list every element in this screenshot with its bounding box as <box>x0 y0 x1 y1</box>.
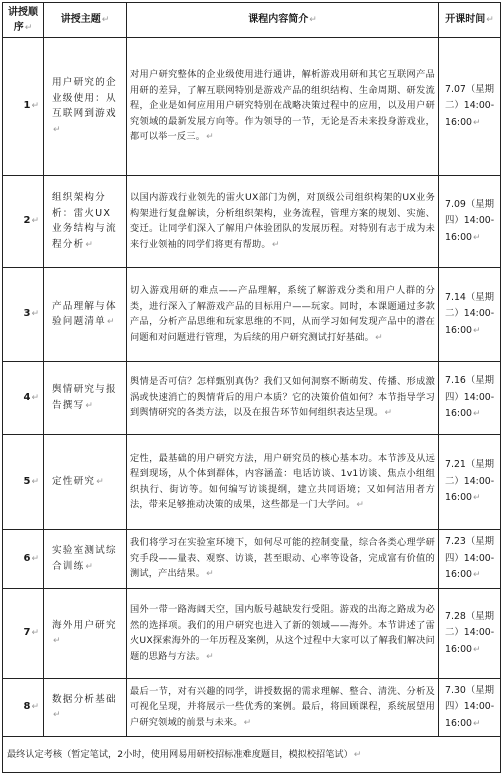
row-index: 7↵ <box>3 589 44 679</box>
row-content: 舆情是否可信？怎样甄别真伪？我们又如何洞察不断萌发、传播、形成激涡或快速消亡的舆情背后的用户本质？它的决策价值如何？本节指导学习到舆情研究的各类方法，以及在报告环节如何组织表达呈现。↵ <box>127 362 439 435</box>
row-content: 对用户研究整体的企业级使用进行通讲，解析游戏用研和其它互联网产品用研的差异，了解互联网特别是游戏产品的组织结构、生命周期、研发流程，企业是如何应用用户研究特别在战略决策过程中的应用，以及用户研究领域的最新发展方向等。作为领导的一节，无论是否未来投身游戏业，都可以举一反三。↵ <box>127 38 439 176</box>
row-topic: 舆情研究与报告撰写↵ <box>44 362 127 435</box>
row-index: 4↵ <box>3 362 44 435</box>
exam-note: 最终认定考核（暂定笔试，2小时，使用网易用研校招标准难度题目，模拟校招笔试）↵ <box>3 737 501 773</box>
footer-row <box>3 737 501 773</box>
row-time: 7.07（星期二）14:00-16:00↵ <box>439 38 501 176</box>
header-time: 开课时间↵ <box>439 3 501 38</box>
header-index: 讲授顺序↵ <box>3 3 44 38</box>
row-topic: 定性研究↵ <box>44 435 127 530</box>
header-topic: 讲授主题↵ <box>44 3 127 38</box>
row-content: 以国内游戏行业领先的雷火UX部门为例，对顶级公司组织构架的UX业务构架进行复盘解读，分析组织架构，业务流程，管理方案的规划、实施、变迁。让同学们深入了解用户体验团队的发展历程。对特别有志于成为未来行业领袖的同学们将更有帮助。↵ <box>127 176 439 268</box>
row-index: 5↵ <box>3 435 44 530</box>
row-content: 我们将学习在实验室环境下，如何尽可能的控制变量，综合各类心理学研究手段——量表、观察、访谈，甚至眼动、心率等设备，完成富有价值的测试，产出结果。↵ <box>127 530 439 589</box>
row-time: 7.28（星期二）14:00-16:00↵ <box>439 589 501 679</box>
course-schedule-table <box>2 2 501 773</box>
table-row <box>3 589 501 679</box>
table-row <box>3 362 501 435</box>
row-topic: 数据分析基础↵ <box>44 679 127 737</box>
header-row <box>3 3 501 38</box>
row-time: 7.30（星期四）14:00-16:00↵ <box>439 679 501 737</box>
table-row <box>3 176 501 268</box>
row-time: 7.23（星期四）14:00-16:00↵ <box>439 530 501 589</box>
row-content: 切入游戏用研的难点——产品理解，系统了解游戏分类和用户人群的分类，进行深入了解游戏产品的目标用户——玩家。同时，本课题通过多款产品，分析产品思维和玩家思维的不同，从而学习如何发现产品中的潜在问题和对问题进行管理，为后续的用户研究测试打好基础。↵ <box>127 268 439 362</box>
row-topic: 海外用户研究↵ <box>44 589 127 679</box>
row-content: 定性，最基础的用户研究方法，用户研究员的核心基本功。本节涉及从远程到现场，从个体到群体，内容涵盖：电话访谈、1v1访谈、焦点小组组织执行、街访等。如何编写访谈提纲，建立共同语境；又如何洁用者方法，带来足够推动决策的成果，这些都是一门大学问。↵ <box>127 435 439 530</box>
table-row <box>3 530 501 589</box>
row-index: 1↵ <box>3 38 44 176</box>
row-topic: 实验室测试综合训练↵ <box>44 530 127 589</box>
row-topic: 用户研究的企业级使用：从互联网到游戏↵ <box>44 38 127 176</box>
row-topic: 产品理解与体验问题清单↵ <box>44 268 127 362</box>
row-index: 8↵ <box>3 679 44 737</box>
row-index: 6↵ <box>3 530 44 589</box>
row-time: 7.16（星期四）14:00-16:00↵ <box>439 362 501 435</box>
table-row <box>3 38 501 176</box>
row-time: 7.21（星期二）14:00-16:00↵ <box>439 435 501 530</box>
header-content: 课程内容简介↵ <box>127 3 439 38</box>
row-content: 国外一带一路海阔天空，国内版号越缺发行受阻。游戏的出海之路成为必然的选择项。我们的用户研究也进入了新的领域——海外。本节讲述了雷火UX探索海外的一年历程及案例，从这个过程中大家可以了解我们解决问题的思路与方法。↵ <box>127 589 439 679</box>
table-row <box>3 268 501 362</box>
row-topic: 组织架构分析：雷火UX业务结构与流程分析↵ <box>44 176 127 268</box>
row-time: 7.14（星期二）14:00-16:00↵ <box>439 268 501 362</box>
table-row <box>3 679 501 737</box>
row-time: 7.09（星期四）14:00-16:00↵ <box>439 176 501 268</box>
row-index: 3↵ <box>3 268 44 362</box>
table-row <box>3 435 501 530</box>
row-index: 2↵ <box>3 176 44 268</box>
row-content: 最后一节，对有兴趣的同学，讲授数据的需求理解、整合、清洗、分析及可视化呈现，并将展示一些优秀的案例。最后，将回顾课程，系统展望用户研究领域的前景与未来。↵ <box>127 679 439 737</box>
